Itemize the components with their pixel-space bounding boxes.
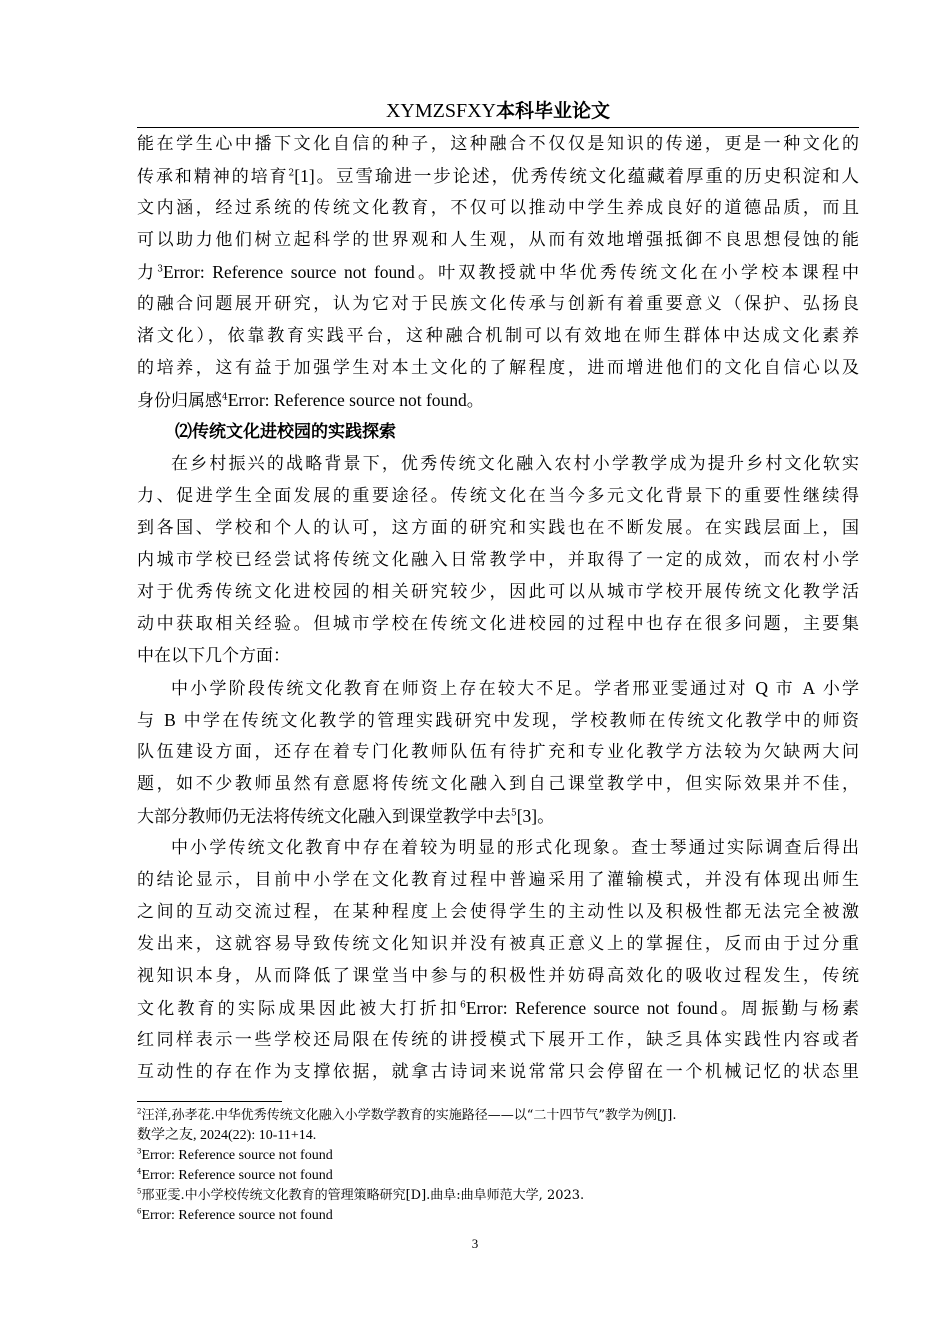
footnote-2 bbox=[137, 1106, 859, 1126]
text-line bbox=[137, 224, 859, 256]
text-line bbox=[137, 1024, 859, 1056]
text-line bbox=[137, 512, 859, 544]
text-run: 题，如不少教师虽然有意愿将传统文化融入到自己课堂教学中，但实际效果并不佳， bbox=[137, 774, 859, 794]
footnote-ref[interactable]: 5 bbox=[511, 808, 517, 819]
text-line bbox=[137, 672, 859, 704]
text-line bbox=[137, 480, 859, 512]
text-line bbox=[137, 128, 859, 160]
footnote-separator bbox=[137, 1101, 282, 1102]
text-run: [3]。 bbox=[516, 806, 555, 826]
text-run: 红同样表示一些学校还局限在传统的讲授模式下展开工作，缺乏具体实践性内容或者 bbox=[137, 1030, 859, 1050]
text-run: 渚文化），依靠教育实践平台，这种融合机制可以有效地在师生群体中达成文化素养 bbox=[137, 326, 859, 346]
footnote-ref[interactable]: 4 bbox=[222, 392, 228, 403]
text-line bbox=[137, 800, 859, 832]
text-line bbox=[137, 608, 859, 640]
text-run: 视知识本身，从而降低了课堂当中参与的积极性并妨碍高效化的吸收过程发生，传统 bbox=[137, 966, 859, 986]
footnote-6 bbox=[137, 1206, 859, 1226]
text-run: 中小学阶段传统文化教育在师资上存在较大不足。学者邢亚雯通过对 bbox=[171, 679, 748, 699]
text-run: 队伍建设方面，还存在着专门化教师队伍有待扩充和专业化教学方法较为欠缺两大问 bbox=[137, 742, 859, 762]
footnote-marker: 4 bbox=[137, 1167, 142, 1176]
text-line bbox=[137, 160, 859, 192]
text-line bbox=[137, 736, 859, 768]
text-line bbox=[137, 352, 859, 384]
text-run: 可以助力他们树立起科学的世界观和人生观，从而有效地增强抵御不良思想侵蚀的能 bbox=[137, 230, 859, 250]
text-run: 的结论显示，目前中小学在文化教育过程中普遍采用了灌输模式，并没有体现出师生 bbox=[137, 870, 859, 890]
footnote-marker: 3 bbox=[137, 1147, 142, 1156]
text-run: 发出来，这就容易导致传统文化知识并没有被真正意义上的掌握住，反而由于过分重 bbox=[137, 934, 859, 954]
footnote-text: 汪洋,孙孝花.中华优秀传统文化融入小学数学教育的实施路径——以“二十四节气”教学为例[J]. bbox=[141, 1108, 677, 1123]
footnote-text: Error: Reference source not found bbox=[141, 1208, 333, 1223]
text-run: A bbox=[802, 678, 816, 698]
text-line bbox=[137, 704, 859, 736]
footnote-3 bbox=[137, 1146, 859, 1166]
text-run: 。 bbox=[466, 391, 484, 411]
text-line bbox=[137, 192, 859, 224]
text-line bbox=[137, 1056, 859, 1088]
reference-error: Error: Reference source not found bbox=[162, 262, 415, 282]
text-run: 传承和精神的培育 bbox=[137, 167, 289, 187]
footnote-marker: 6 bbox=[137, 1207, 142, 1216]
text-run: 市 bbox=[775, 679, 795, 699]
text-run: 的培养，这有益于加强学生对本土文化的了解程度，进而增进他们的文化自信心以及 bbox=[137, 358, 859, 378]
text-run: 身份归属感 bbox=[137, 391, 222, 411]
text-run: 力 bbox=[137, 263, 158, 283]
text-line bbox=[137, 960, 859, 992]
page-header bbox=[137, 90, 859, 128]
text-run: 文内涵，经过系统的传统文化教育，不仅可以推动中学生养成良好的道德品质，而且 bbox=[137, 198, 859, 218]
header-text bbox=[386, 96, 610, 123]
body-text bbox=[137, 128, 859, 1088]
footnote-2-cont bbox=[137, 1126, 859, 1146]
text-line bbox=[137, 256, 859, 288]
footnote-ref[interactable]: 6 bbox=[460, 1000, 466, 1011]
footnote-marker: 5 bbox=[137, 1187, 142, 1196]
text-run: Q bbox=[755, 678, 769, 698]
text-run: 中在以下几个方面： bbox=[137, 646, 290, 666]
text-run: 能在学生心中播下文化自信的种子，这种融合不仅仅是知识的传递，更是一种文化的 bbox=[137, 134, 859, 154]
reference-error: Error: Reference source not found bbox=[227, 390, 467, 410]
text-line bbox=[137, 288, 859, 320]
text-line bbox=[137, 928, 859, 960]
header-code: XYMZSFXY bbox=[385, 100, 496, 122]
footnote-5 bbox=[137, 1186, 859, 1206]
text-run: 到各国、学校和个人的认可，这方面的研究和实践也在不断发展。在实践层面上，国 bbox=[137, 518, 859, 538]
footnote-text: Error: Reference source not found bbox=[141, 1168, 333, 1183]
text-run: 文化教育的实际成果因此被大打折扣 bbox=[137, 999, 461, 1019]
text-run: 互动性的存在作为支撑依据，就拿古诗词来说常常只会停留在一个机械记忆的状态里 bbox=[137, 1062, 859, 1082]
text-run: 的融合问题展开研究，认为它对于民族文化传承与创新有着重要意义（保护、弘扬良 bbox=[137, 294, 859, 314]
text-line bbox=[137, 576, 859, 608]
footnote-text: 数学之友, 2024(22): 10-11+14. bbox=[137, 1128, 317, 1143]
text-run: 。叶双教授就中华优秀传统文化在小学校本课程中 bbox=[414, 263, 860, 283]
text-run: 之间的互动交流过程，在某种程度上会使得学生的主动性以及积极性都无法完全被激 bbox=[137, 902, 859, 922]
text-run: 力、促进学生全面发展的重要途径。传统文化在当今多元文化背景下的重要性继续得 bbox=[137, 486, 859, 506]
text-run: 与 bbox=[137, 711, 157, 731]
text-run: 中学在传统文化教学的管理实践研究中发现，学校教师在传统文化教学中的师资 bbox=[183, 711, 860, 731]
footnote-ref[interactable]: 3 bbox=[157, 264, 163, 275]
text-line bbox=[137, 864, 859, 896]
text-run: 在乡村振兴的战略背景下，优秀传统文化融入农村小学教学成为提升乡村文化软实 bbox=[171, 454, 859, 474]
text-run: 内城市学校已经尝试将传统文化融入日常教学中，并取得了一定的成效，而农村小学 bbox=[137, 550, 859, 570]
text-line bbox=[137, 544, 859, 576]
text-line bbox=[137, 896, 859, 928]
footnotes bbox=[137, 1106, 859, 1226]
text-line bbox=[137, 640, 859, 672]
text-run: [1]。豆雪瑜进一步论述，优秀传统文化蕴藏着厚重的历史积淀和人 bbox=[294, 166, 860, 186]
text-run: 动中获取相关经验。但城市学校在传统文化进校园的过程中也存在很多问题，主要集 bbox=[137, 614, 859, 634]
page-number: 3 bbox=[471, 1236, 479, 1251]
footnote-marker: 2 bbox=[137, 1107, 142, 1116]
text-run: 中小学传统文化教育中存在着较为明显的形式化现象。查士琴通过实际调查后得出 bbox=[171, 838, 859, 858]
text-line bbox=[137, 832, 859, 864]
reference-error: Error: Reference source not found bbox=[465, 998, 718, 1018]
text-line bbox=[137, 448, 859, 480]
text-line bbox=[137, 992, 859, 1024]
header-title: 本科毕业论文 bbox=[496, 100, 611, 122]
text-run: 大部分教师仍无法将传统文化融入到课堂教学中去 bbox=[137, 807, 511, 827]
footnote-text: Error: Reference source not found bbox=[141, 1148, 333, 1163]
text-run: B bbox=[164, 710, 176, 730]
footnote-4 bbox=[137, 1166, 859, 1186]
text-run: 对于优秀传统文化进校园的相关研究较少，因此可以从城市学校开展传统文化教学活 bbox=[137, 582, 859, 602]
text-line bbox=[137, 768, 859, 800]
text-run: 。周振勤与杨素 bbox=[717, 999, 860, 1019]
text-run: 小学 bbox=[822, 679, 860, 699]
section-heading: ⑵传统文化进校园的实践探索 bbox=[175, 422, 396, 442]
text-line bbox=[137, 320, 859, 352]
footnote-text: 邢亚雯.中小学校传统文化教育的管理策略研究[D].曲阜:曲阜师范大学, 2023. bbox=[141, 1188, 585, 1203]
footnote-ref[interactable]: 2 bbox=[288, 168, 295, 179]
text-line bbox=[137, 384, 859, 416]
